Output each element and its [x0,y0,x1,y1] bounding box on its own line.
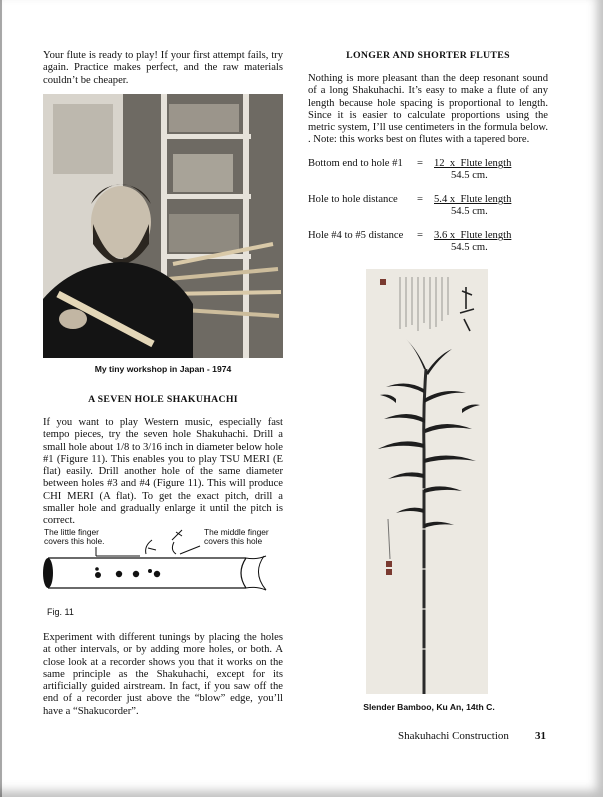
formula-denominator: 54.5 cm. [451,206,488,217]
intro-paragraph: Your flute is ready to play! If your first attempt fails, try again. Practice makes perfect, and the raw materials couldn’t be cheaper. [43,50,283,86]
formula-equals: = [417,230,423,241]
seven-hole-heading: A SEVEN HOLE SHAKUHACHI [88,394,238,405]
figure-label: Fig. 11 [47,607,74,617]
scroll-caption: Slender Bamboo, Ku An, 14th C. [363,702,495,712]
figure-note-left: The little finger covers this hole. [44,527,105,546]
page-edge [0,0,2,797]
formula-numerator: 12 x Flute length [434,158,512,169]
workshop-photo [43,94,283,358]
flute-drawing [40,526,290,621]
formula-numerator: 3.6 x Flute length [434,230,512,241]
formula-equals: = [417,158,423,169]
page-number: 31 [535,730,546,742]
longer-shorter-heading: LONGER AND SHORTER FLUTES [346,50,510,61]
longer-shorter-paragraph: Nothing is more pleasant than the deep resonant sound of a long Shakuhachi. It’s easy to make a flute of any length because hole spacing is proportional to length. Since it is easier to calculate proportions using the metric system, I’ll use centimeters in the formula below. . Note: this works best on flutes with a tapered bore. [308,73,548,146]
figure-note-right: The middle finger covers this hole [204,527,269,546]
photo-caption: My tiny workshop in Japan - 1974 [94,364,232,374]
seven-hole-paragraph: If you want to play Western music, especially fast tempo pieces, try the seven hole Shakuhachi. Drill a small hole about 1/8 to 3/16 inch in diameter below hole #1 (Figure 11). This enables you to play TSU MERI (E flat) easily. Drill another hole of the same diameter between holes #3 and #4 (Figure 11). This will produce CHI MERI (A flat). To get the exact pitch, drill a smaller hole and gradually enlarge it until the pitch is correct. [43,417,283,527]
formula-equals: = [417,194,423,205]
formula-label: Hole #4 to #5 distance [308,230,404,241]
running-footer-title: Shakuhachi Construction [398,730,509,742]
formula-label: Bottom end to hole #1 [308,158,403,169]
formula-bottom-to-hole1 [308,158,548,186]
bamboo-scroll-painting [366,269,488,694]
formula-hole-to-hole [308,194,548,222]
formula-numerator: 5.4 x Flute length [434,194,512,205]
formula-denominator: 54.5 cm. [451,170,488,181]
formula-denominator: 54.5 cm. [451,242,488,253]
formula-hole4-to-hole5 [308,230,548,258]
experiment-paragraph: Experiment with different tunings by placing the holes at other intervals, or by adding more holes, or both. A close look at a recorder shows you that it works on the same principle as the Shakuhachi, except for its artificially guided airstream. In fact, if you saw off the end of a recorder just above the “blow” edge, you’ll have a “Shakucorder”. [43,632,283,717]
figure-11 [40,526,290,621]
formula-label: Hole to hole distance [308,194,398,205]
